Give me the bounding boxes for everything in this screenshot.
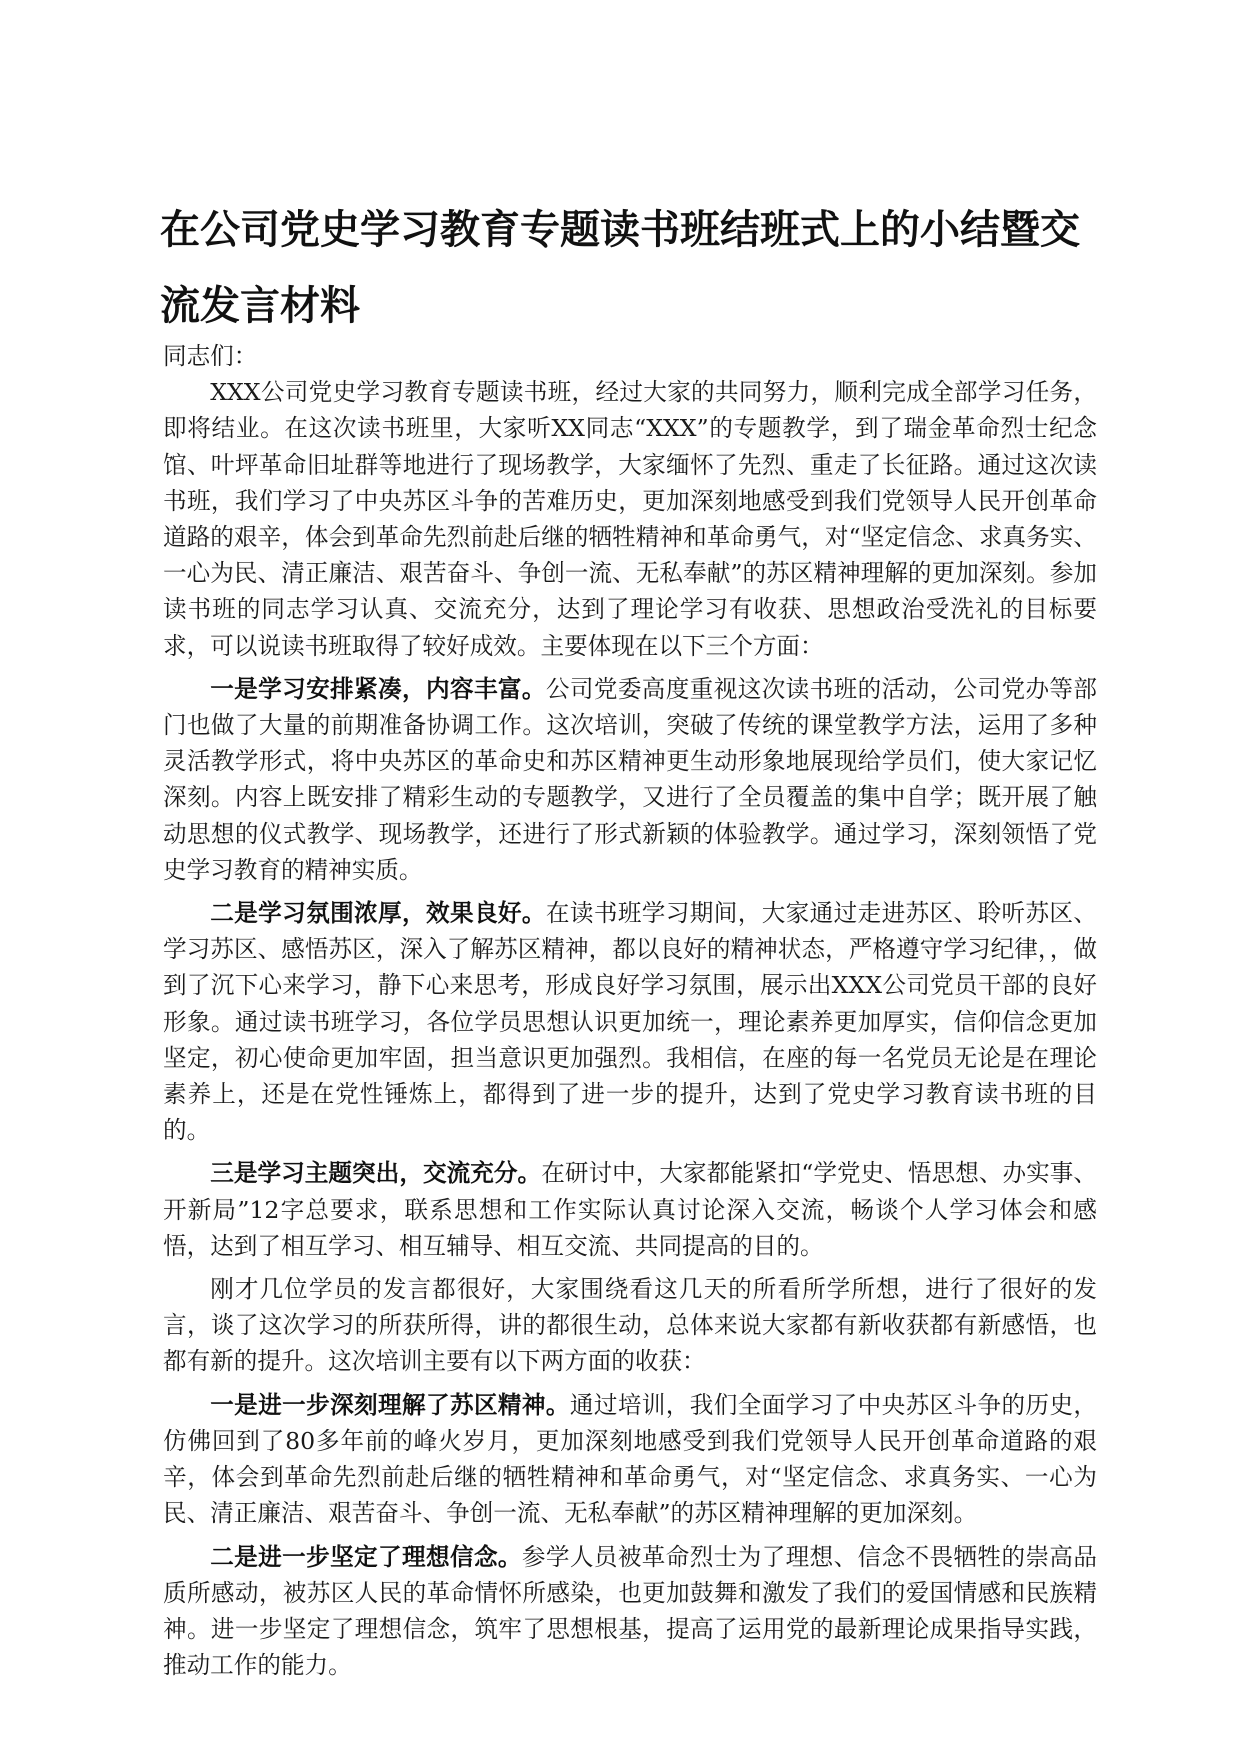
point-paragraph-1 (163, 671, 1097, 888)
point-heading-3: 三是学习主题突出，交流充分。 (210, 1159, 542, 1188)
gain-paragraph-1 (163, 1387, 1097, 1532)
salutation: 同志们： (163, 342, 258, 370)
gain-text-2: 参学人员被革命烈士为了理想、信念不畏牺牲的崇高品质所感动，被苏区人民的革命情怀所感染，也更加鼓舞和激发了我们的爱国情感和民族精神。进一步坚定了理想信念，筑牢了思想根基，提高了运用党的最新理论成果指导实践，推动工作的能力。 (163, 1542, 1097, 1680)
point-text-3: 在研讨中，大家都能紧扣“学党史、悟思想、办实事、开新局”12字总要求，联系思想和工作实际认真讨论深入交流，畅谈个人学习体会和感悟，达到了相互学习、相互辅导、相互交流、共同提高的目的。 (163, 1159, 1098, 1260)
point-text-2: 在读书班学习期间，大家通过走进苏区、聆听苏区、学习苏区、感悟苏区，深入了解苏区精神，都以良好的精神状态，严格遵守学习纪律，，做到了沉下心来学习，静下心来思考，形成良好学习氛围，展示出XXX公司党员干部的良好形象。通过读书班学习，各位学员思想认识更加统一，理论素养更加厚实，信仰信念更加坚定，初心使命更加牢固，担当意识更加强烈。我相信，在座的每一名党员无论是在理论素养上，还是在党性锤炼上，都得到了进一步的提升，达到了党史学习教育读书班的目的。 (163, 899, 1098, 1145)
point-paragraph-2 (163, 895, 1097, 1148)
point-heading-1: 一是学习安排紧凑，内容丰富。 (210, 674, 546, 703)
point-heading-2: 二是学习氛围浓厚，效果良好。 (210, 899, 546, 928)
gain-heading-1: 一是进一步深刻理解了苏区精神。 (210, 1390, 570, 1419)
intro-paragraph: XXX公司党史学习教育专题读书班，经过大家的共同努力，顺利完成全部学习任务，即将结业。在这次读书班里，大家听XX同志“XXX”的专题教学，到了瑞金革命烈士纪念馆、叶坪革命旧址群等地进行了现场教学，大家缅怀了先烈、重走了长征路。通过这次读书班，我们学习了中央苏区斗争的苦难历史，更加深刻地感受到我们党领导人民开创革命道路的艰辛，体会到革命先烈前赴后继的牺牲精神和革命勇气，对“坚定信念、求真务实、一心为民、清正廉洁、艰苦奋斗、争创一流、无私奉献”的苏区精神理解的更加深刻。参加读书班的同志学习认真、交流充分，达到了理论学习有收获、思想政治受洗礼的目标要求，可以说读书班取得了较好成效。主要体现在以下三个方面： (163, 378, 1097, 660)
document-title: 在公司党史学习教育专题读书班结班式上的小结暨交流发言材料 (160, 207, 1080, 329)
gain-heading-2: 二是进一步坚定了理想信念。 (210, 1542, 522, 1571)
document-body (163, 338, 1097, 1683)
gain-text-1: 通过培训，我们全面学习了中央苏区斗争的历史，仿佛回到了80多年前的峰火岁月，更加深刻地感受到我们党领导人民开创革命道路的艰辛，体会到革命先烈前赴后继的牺牲精神和革命勇气，对“坚定信念、求真务实、一心为民、清正廉洁、艰苦奋斗、争创一流、无私奉献”的苏区精神理解的更加深刻。 (163, 1390, 1098, 1528)
transition-paragraph: 刚才几位学员的发言都很好，大家围绕看这几天的所看所学所想，进行了很好的发言，谈了这次学习的所获所得，讲的都很生动，总体来说大家都有新收获都有新感悟，也都有新的提升。这次培训主要有以下两方面的收获： (163, 1275, 1097, 1376)
gain-paragraph-2 (163, 1539, 1097, 1684)
point-paragraph-3 (163, 1155, 1097, 1264)
point-text-1: 公司党委高度重视这次读书班的活动，公司党办等部门也做了大量的前期准备协调工作。这次培训，突破了传统的课堂教学方法，运用了多种灵活教学形式，将中央苏区的革命史和苏区精神更生动形象地展现给学员们，使大家记忆深刻。内容上既安排了精彩生动的专题教学，又进行了全员覆盖的集中自学；既开展了触动思想的仪式教学、现场教学，还进行了形式新颖的体验教学。通过学习，深刻领悟了党史学习教育的精神实质。 (163, 674, 1098, 884)
